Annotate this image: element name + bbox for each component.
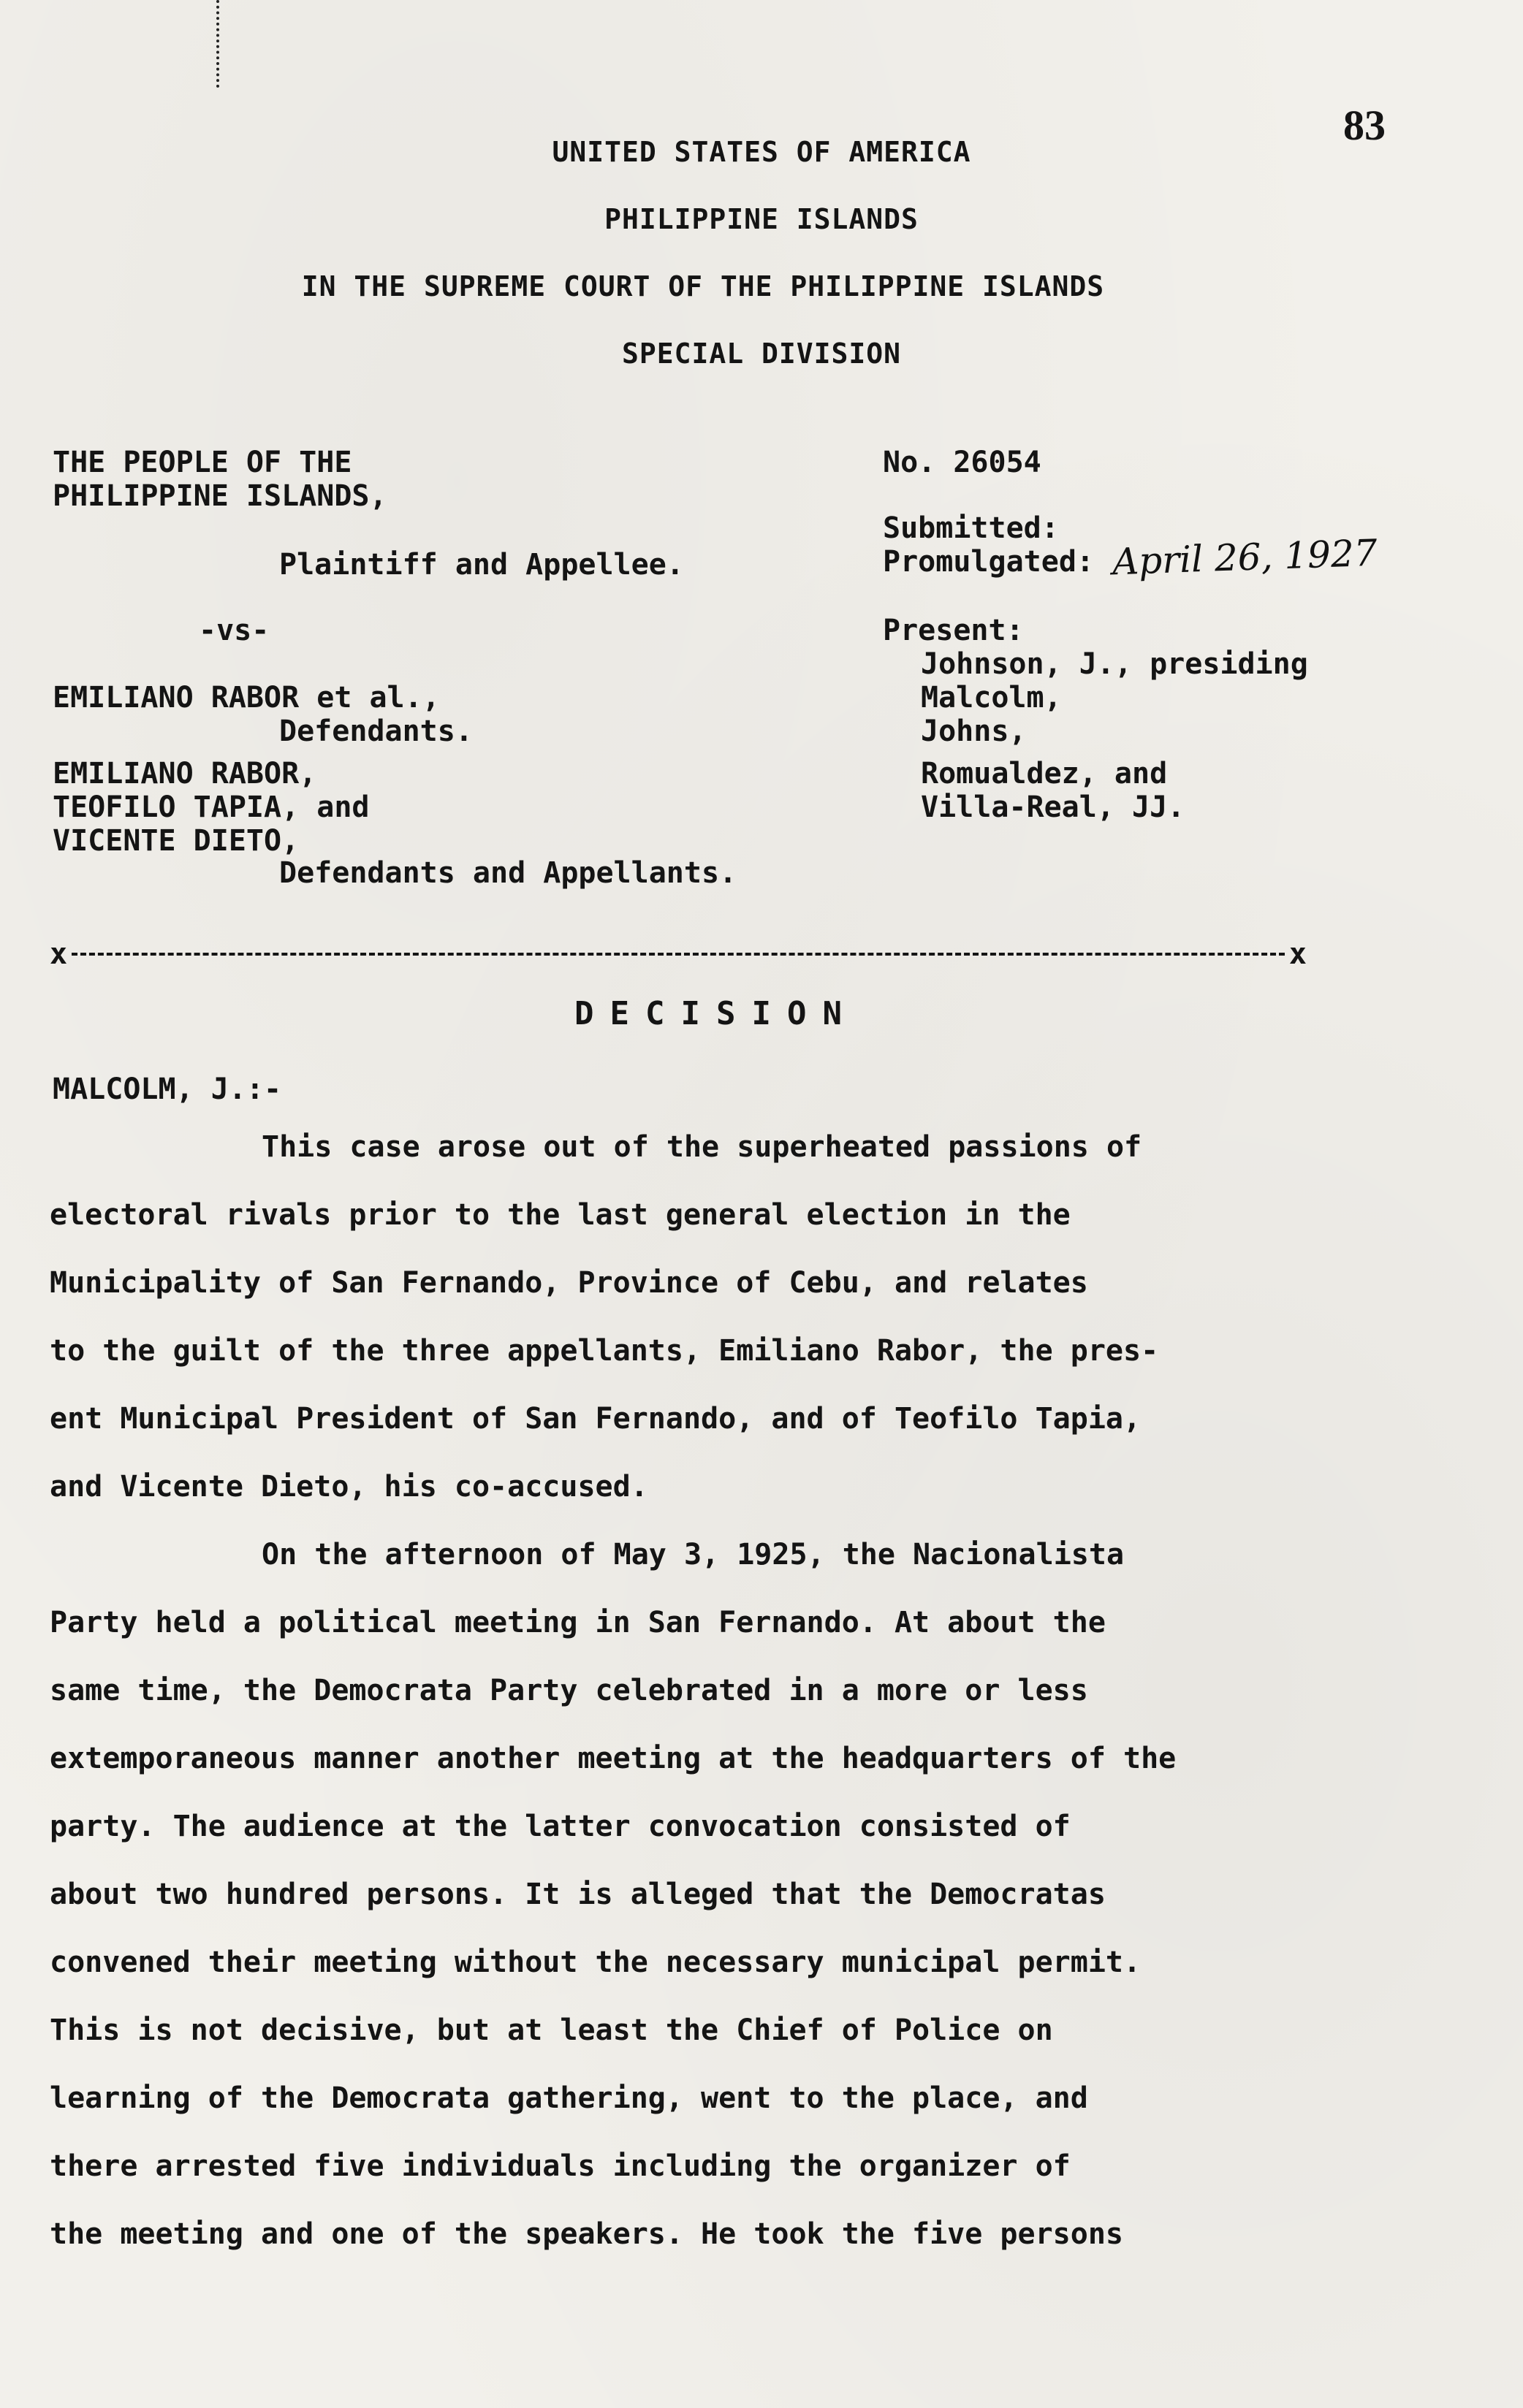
body-line: This is not decisive, but at least the Chief of Police on xyxy=(50,2013,1053,2047)
present-justice-5: Villa-Real, JJ. xyxy=(921,790,1185,824)
body-line: party. The audience at the latter convocation consisted of xyxy=(50,1810,1071,1843)
present-justice-4: Romualdez, and xyxy=(921,757,1168,790)
body-line: convened their meeting without the necessary municipal permit. xyxy=(50,1946,1142,1979)
body-line: ent Municipal President of San Fernando, and of Teofilo Tapia, xyxy=(50,1402,1142,1436)
present-justice-3: Johns, xyxy=(921,715,1027,748)
separator-dashes xyxy=(72,953,1285,956)
appellant-2: TEOFILO TAPIA, and xyxy=(53,790,370,824)
header-islands: PHILIPPINE ISLANDS xyxy=(604,203,919,235)
header-country: UNITED STATES OF AMERICA xyxy=(552,136,971,168)
separator-right-x: x xyxy=(1288,937,1307,971)
plaintiff-name-2: PHILIPPINE ISLANDS, xyxy=(53,479,387,513)
promulgated-handwritten-date: April 26, 1927 xyxy=(1112,531,1378,584)
body-line: and Vicente Dieto, his co-accused. xyxy=(50,1470,648,1504)
submitted-label: Submitted: xyxy=(883,511,1059,545)
promulgated-label: Promulgated: xyxy=(883,545,1094,579)
body-line: extemporaneous manner another meeting at the headquarters of the xyxy=(50,1742,1177,1775)
case-number: No. 26054 xyxy=(883,446,1041,479)
appellant-role: Defendants and Appellants. xyxy=(279,856,737,890)
body-line: to the guilt of the three appellants, Emiliano Rabor, the pres- xyxy=(50,1334,1159,1368)
plaintiff-role: Plaintiff and Appellee. xyxy=(279,548,684,582)
body-line: On the afternoon of May 3, 1925, the Nacionalista xyxy=(262,1538,1125,1571)
caption-separator xyxy=(50,938,1307,970)
defendant-role: Defendants. xyxy=(279,715,473,748)
present-justice-1: Johnson, J., presiding xyxy=(921,647,1308,681)
header-division: SPECIAL DIVISION xyxy=(621,338,902,370)
page-number: 83 xyxy=(1343,102,1386,149)
body-line: Municipality of San Fernando, Province of Cebu, and relates xyxy=(50,1266,1088,1300)
body-line: learning of the Democrata gathering, went to the place, and xyxy=(50,2081,1088,2115)
decision-title: DECISION xyxy=(574,995,858,1032)
margin-dotted-mark xyxy=(216,0,225,88)
separator-left-x: x xyxy=(50,937,68,971)
body-line: about two hundred persons. It is alleged that the Democratas xyxy=(50,1878,1106,1911)
body-line: there arrested five individuals including the organizer of xyxy=(50,2149,1071,2183)
body-line: This case arose out of the superheated passions of xyxy=(262,1130,1142,1164)
appellant-3: VICENTE DIETO, xyxy=(53,824,300,858)
body-line: Party held a political meeting in San Fernando. At about the xyxy=(50,1606,1106,1639)
header-court: IN THE SUPREME COURT OF THE PHILIPPINE ISLANDS xyxy=(301,270,1105,302)
appellant-1: EMILIANO RABOR, xyxy=(53,757,317,790)
opinion-author: MALCOLM, J.:- xyxy=(53,1072,282,1106)
body-line: the meeting and one of the speakers. He took the five persons xyxy=(50,2217,1124,2251)
present-justice-2: Malcolm, xyxy=(921,681,1062,715)
body-line: same time, the Democrata Party celebrated in a more or less xyxy=(50,1674,1088,1707)
present-label: Present: xyxy=(883,614,1024,647)
defendant-name: EMILIANO RABOR et al., xyxy=(53,681,440,715)
versus: -vs- xyxy=(199,614,270,647)
plaintiff-name-1: THE PEOPLE OF THE xyxy=(53,446,352,479)
body-line: electoral rivals prior to the last general election in the xyxy=(50,1198,1071,1232)
opinion-body xyxy=(50,1113,1358,2268)
